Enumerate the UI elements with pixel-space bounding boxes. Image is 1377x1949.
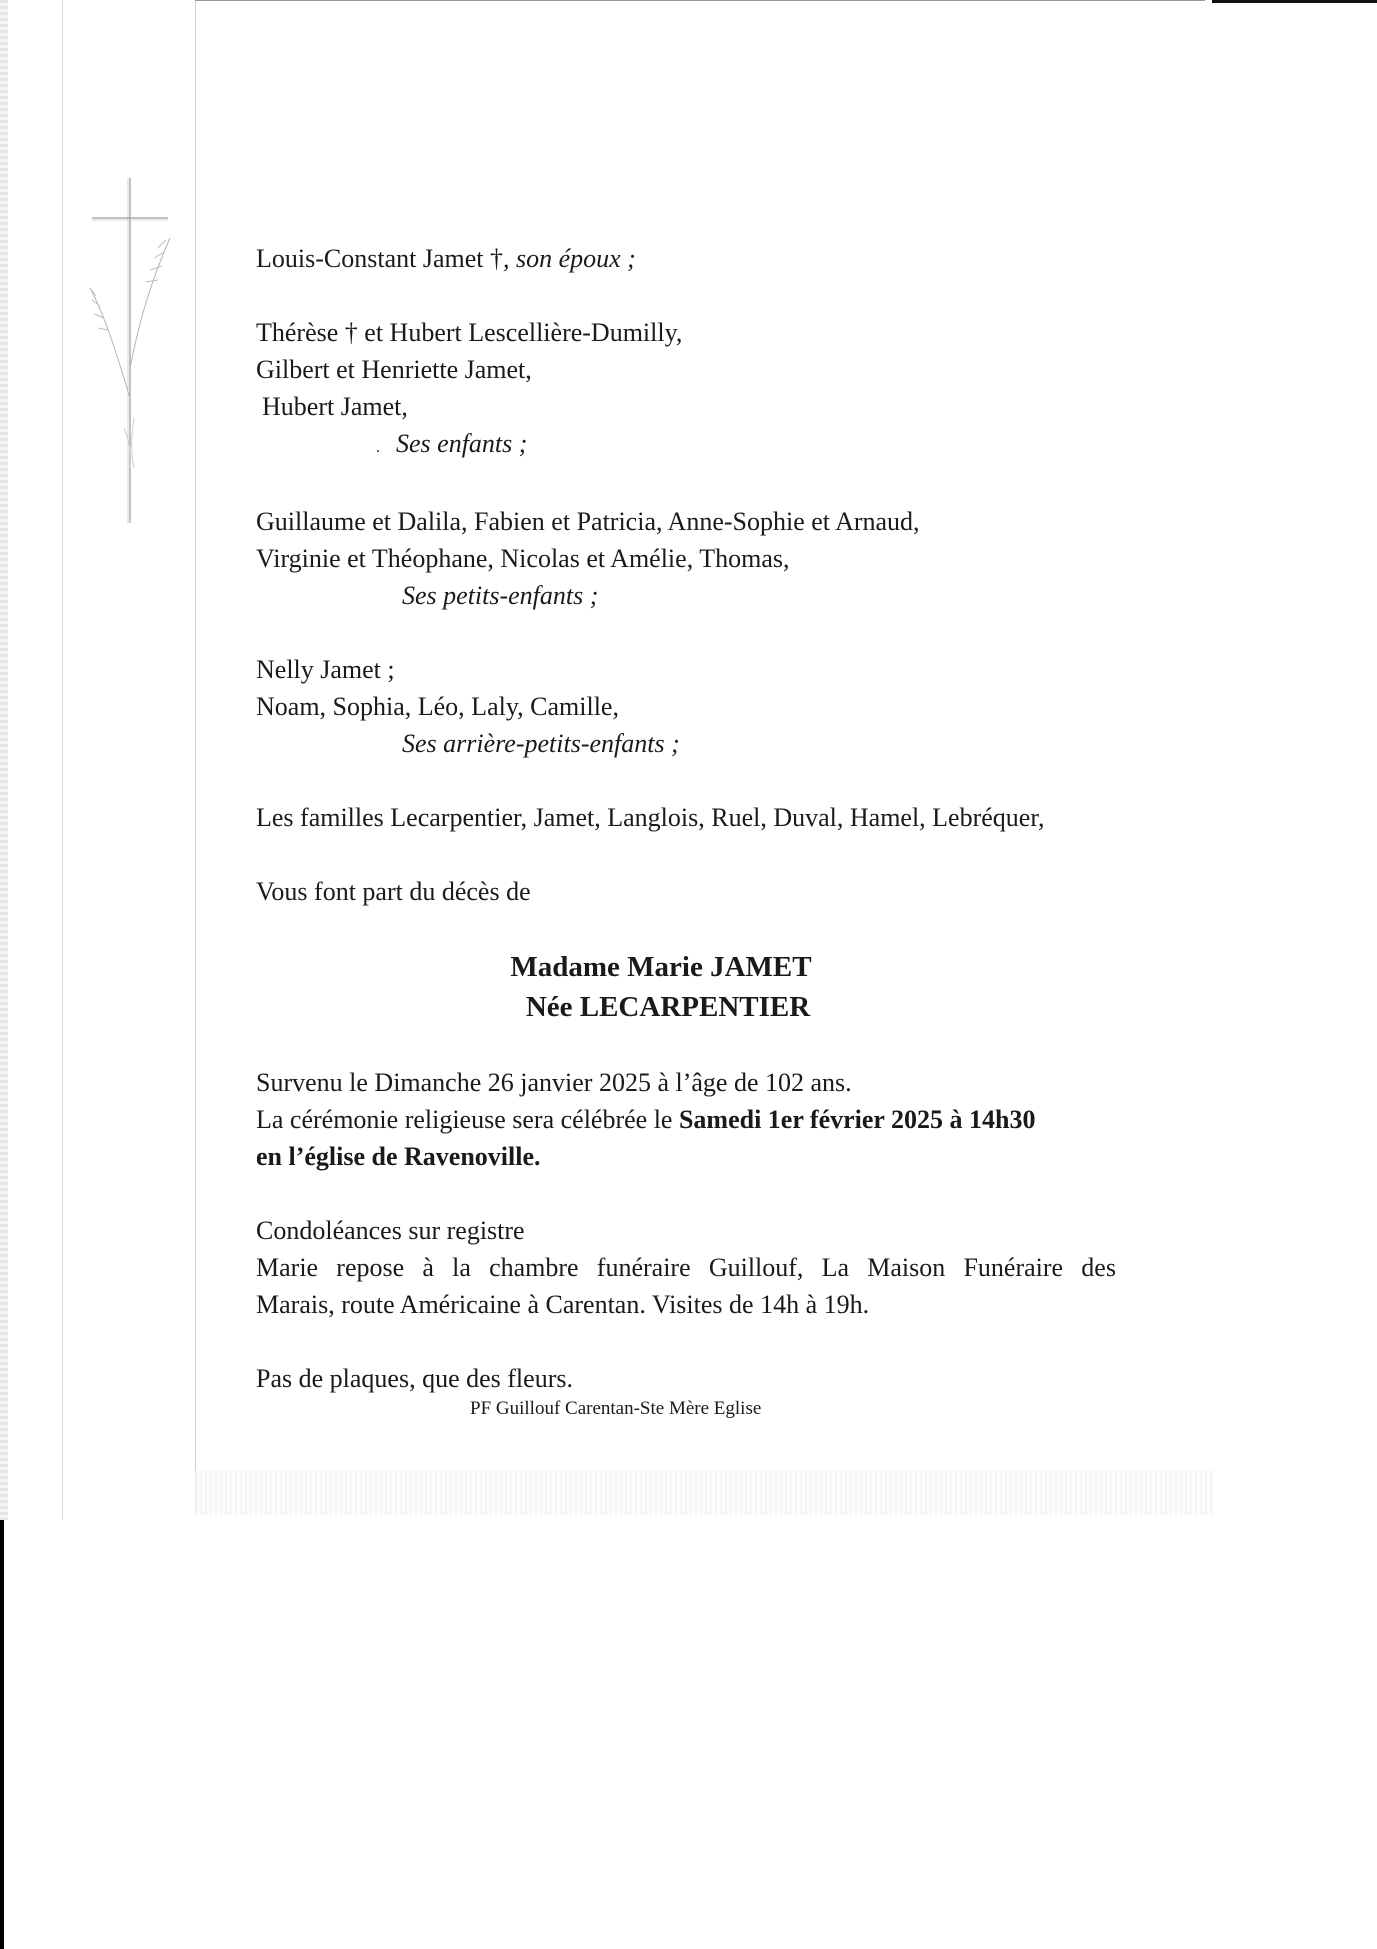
obituary-text [256,240,1116,1421]
word: Marie [256,1253,319,1282]
great-grandchildren-line-2: Noam, Sophia, Léo, Laly, Camille, [256,692,619,721]
grandchildren-role: Ses petits-enfants ; [402,581,599,610]
scan-artifact-line [195,0,196,1515]
scan-speckle [195,1470,1215,1515]
scan-top-bar [1212,0,1377,3]
word: à [422,1253,434,1282]
condolences-line-1: Condoléances sur registre [256,1216,525,1245]
condolences-line-3: Marais, route Américaine à Carentan. Visites de 14h à 19h. [256,1290,870,1319]
ceremony-place: en l’église de Ravenoville. [256,1142,541,1171]
word: Guillouf, [708,1253,804,1282]
scan-top-rule [195,0,1205,1]
cross-icon [88,178,178,523]
children-line-1: Thérèse † et Hubert Lescellière-Dumilly, [256,318,683,347]
children-line-2: Gilbert et Henriette Jamet, [256,355,532,384]
death-details: Survenu le Dimanche 26 janvier 2025 à l’âge de 102 ans. [256,1068,852,1097]
word: des [1081,1253,1116,1282]
closing-line: Pas de plaques, que des fleurs. [256,1364,573,1393]
announcement-line: Vous font part du décès de [256,877,531,906]
word: la [452,1253,471,1282]
grandchildren-line-1: Guillaume et Dalila, Fabien et Patricia, Anne-Sophie et Arnaud, [256,507,920,536]
scan-artifact-line [62,0,63,1520]
great-grandchildren-line-1: Nelly Jamet ; [256,655,395,684]
funeral-home: PF Guillouf Carentan-Ste Mère Eglise [470,1398,762,1419]
children-role: . Ses enfants ; [376,429,528,458]
deceased-maiden-name: Née LECARPENTIER [525,991,811,1023]
word: Maison [867,1253,946,1282]
families-line: Les familles Lecarpentier, Jamet, Langlois, Ruel, Duval, Hamel, Lebréquer, [256,803,1045,832]
word: Funéraire [963,1253,1064,1282]
word: funéraire [596,1253,691,1282]
scan-edge [0,1520,4,1949]
dagger-mark: † [344,318,358,347]
ceremony-line: La cérémonie religieuse sera célébrée le Samedi 1er février 2025 à 14h30 [256,1105,1036,1134]
word: repose [336,1253,405,1282]
word: chambre [489,1253,579,1282]
deceased-name: Madame Marie JAMET [510,951,812,983]
great-grandchildren-role: Ses arrière-petits-enfants ; [402,729,680,758]
word: La [821,1253,850,1282]
children-line-3: Hubert Jamet, [262,392,408,421]
grandchildren-line-2: Virginie et Théophane, Nicolas et Amélie, Thomas, [256,544,790,573]
dagger-mark: † [489,244,503,273]
scan-border-left [0,0,8,1520]
spouse-line: Louis-Constant Jamet †, son époux ; [256,244,636,273]
condolences-line-2 [256,1249,1116,1286]
